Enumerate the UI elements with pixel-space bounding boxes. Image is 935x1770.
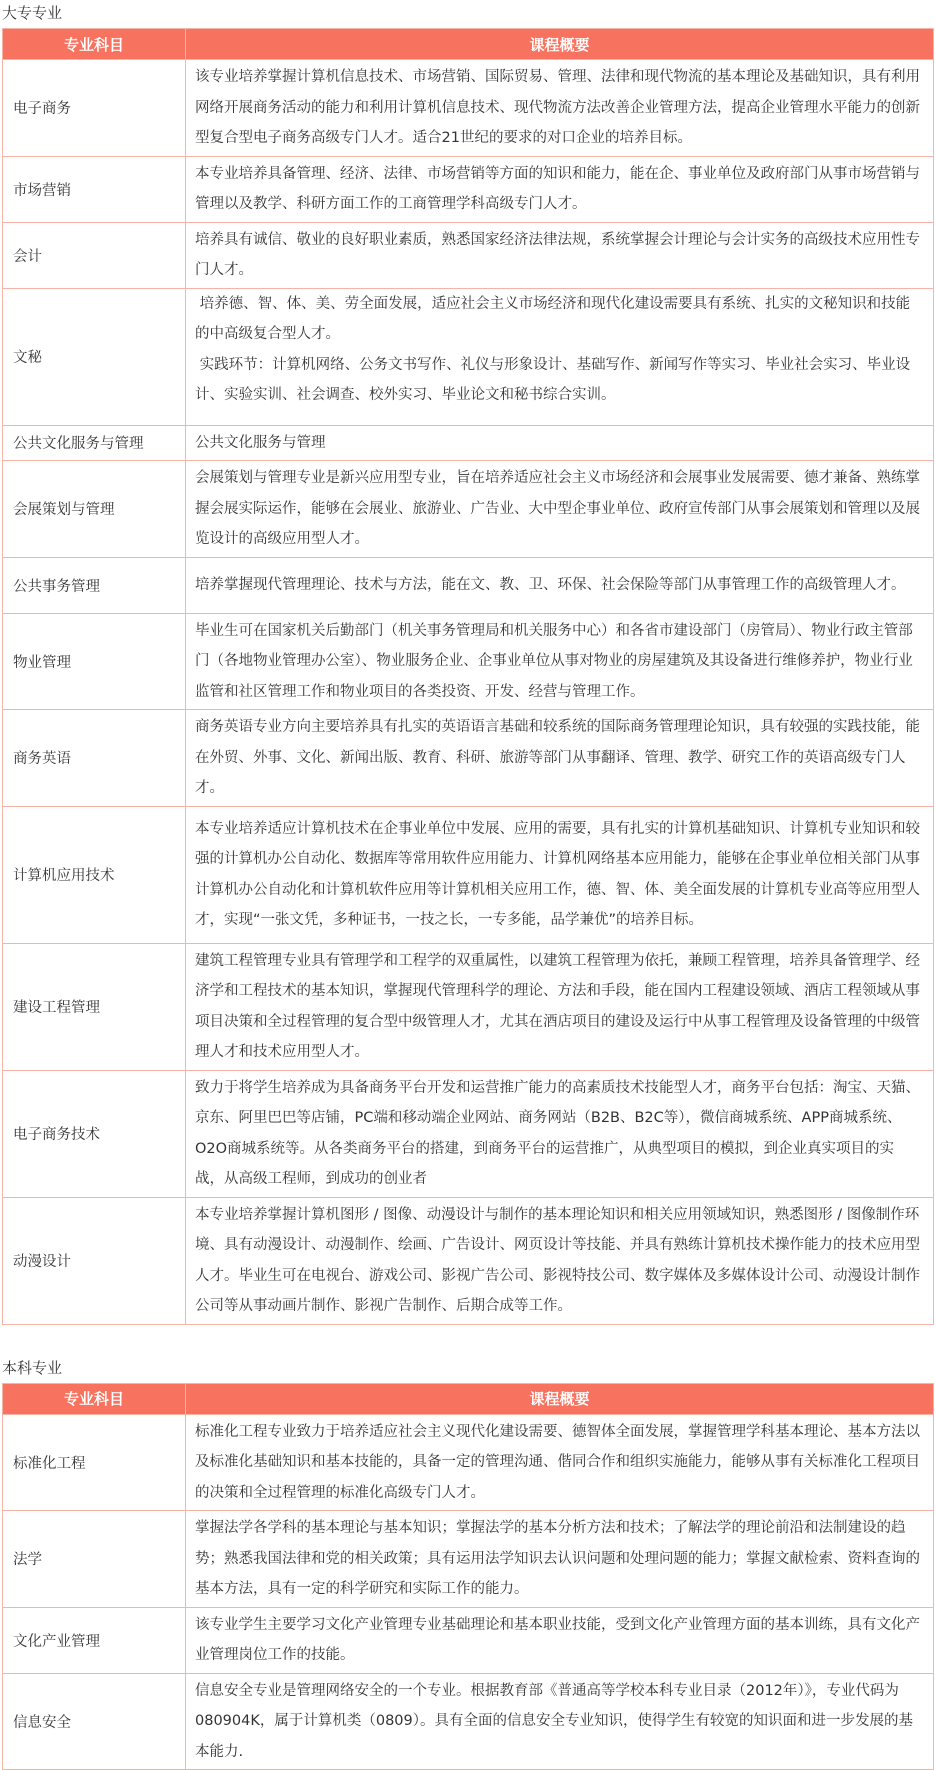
section-undergraduate [0,1357,935,1770]
summary-paragraph: 标准化工程专业致力于培养适应社会主义现代化建设需要、德智体全面发展，掌握管理学科基本理论、基本方法以及标准化基础知识和基本技能的，具备一定的管理沟通、偕同合作和组织实施能力，能够从事有关标准化工程项目的决策和全过程管理的标准化高级专门人才。 [195,1417,921,1509]
table-row [3,1070,934,1197]
major-name-cell: 会计 [3,222,186,288]
table-row [3,557,934,613]
course-summary-cell [186,1673,934,1770]
course-summary-cell [186,1511,934,1608]
major-name-cell: 标准化工程 [3,1414,186,1511]
major-name-cell: 法学 [3,1511,186,1608]
course-summary-cell [186,1197,934,1324]
major-name-cell: 信息安全 [3,1673,186,1770]
course-summary-cell [186,1070,934,1197]
course-summary-cell [186,943,934,1070]
summary-paragraph: 培养德、智、体、美、劳全面发展，适应社会主义市场经济和现代化建设需要具有系统、扎实的文秘知识和技能的中高级复合型人才。 [195,289,921,350]
table-row [3,943,934,1070]
table-row [3,222,934,288]
major-name-cell: 建设工程管理 [3,943,186,1070]
header-major: 专业科目 [3,29,186,60]
table-row [3,425,934,461]
summary-paragraph: 会展策划与管理专业是新兴应用型专业，旨在培养适应社会主义市场经济和会展事业发展需要、德才兼备、熟练掌握会展实际运作，能够在会展业、旅游业、广告业、大中型企事业单位、政府宣传部门从事会展策划和管理以及展览设计的高级应用型人才。 [195,463,921,555]
summary-paragraph: 致力于将学生培养成为具备商务平台开发和运营推广能力的高素质技术技能型人才，商务平台包括：淘宝、天猫、京东、阿里巴巴等店铺，PC端和移动端企业网站、商务网站（B2B、B2C等），微信商城系统、APP商城系统、O2O商城系统等。从各类商务平台的搭建，到商务平台的运营推广，从典型项目的模拟，到企业真实项目的实战，从高级工程师，到成功的创业者 [195,1073,921,1195]
section-title: 本科专业 [0,1357,935,1379]
major-name-cell: 物业管理 [3,613,186,710]
major-name-cell: 文秘 [3,288,186,425]
summary-paragraph: 公共文化服务与管理 [195,428,921,459]
major-name-cell: 公共文化服务与管理 [3,425,186,461]
table-row [3,1607,934,1673]
header-summary: 课程概要 [186,29,934,60]
course-summary-cell [186,222,934,288]
course-summary-cell [186,288,934,425]
major-name-cell: 公共事务管理 [3,557,186,613]
major-name-cell: 会展策划与管理 [3,461,186,558]
table-header-row [3,1383,934,1414]
summary-paragraph: 信息安全专业是管理网络安全的一个专业。根据教育部《普通高等学校本科专业目录（2012年）》，专业代码为080904K，属于计算机类（0809）。具有全面的信息安全专业知识，使得学生有较宽的知识面和进一步发展的基本能力. [195,1676,921,1768]
course-summary-cell [186,1607,934,1673]
table-row [3,1511,934,1608]
summary-paragraph: 商务英语专业方向主要培养具有扎实的英语语言基础和较系统的国际商务管理理论知识，具有较强的实践技能，能在外贸、外事、文化、新闻出版、教育、科研、旅游等部门从事翻译、管理、教学、研究工作的英语高级专门人才。 [195,712,921,804]
section-title: 大专专业 [0,2,935,24]
table-row [3,156,934,222]
table-row [3,710,934,807]
table-row [3,613,934,710]
major-name-cell: 市场营销 [3,156,186,222]
section-junior-college [0,2,935,1325]
course-summary-cell [186,461,934,558]
major-name-cell: 电子商务 [3,60,186,157]
summary-paragraph: 毕业生可在国家机关后勤部门（机关事务管理局和机关服务中心）和各省市建设部门（房管局）、物业行政主管部门（各地物业管理办公室）、物业服务企业、企事业单位从事对物业的房屋建筑及其设备进行维修养护，物业行业监管和社区管理工作和物业项目的各类投资、开发、经营与管理工作。 [195,616,921,708]
table-row [3,1414,934,1511]
header-summary: 课程概要 [186,1383,934,1414]
major-name-cell: 电子商务技术 [3,1070,186,1197]
table-row [3,461,934,558]
course-summary-cell [186,613,934,710]
course-summary-cell [186,156,934,222]
major-name-cell: 商务英语 [3,710,186,807]
summary-paragraph: 本专业培养适应计算机技术在企事业单位中发展、应用的需要，具有扎实的计算机基础知识、计算机专业知识和较强的计算机办公自动化、数据库等常用软件应用能力、计算机网络基本应用能力，能够在企事业单位相关部门从事计算机办公自动化和计算机软件应用等计算机相关应用工作，德、智、体、美全面发展的计算机专业高等应用型人才，实现“一张文凭，多种证书，一技之长，一专多能，品学兼优”的培养目标。 [195,814,921,936]
summary-paragraph: 培养具有诚信、敬业的良好职业素质，熟悉国家经济法律法规，系统掌握会计理论与会计实务的高级技术应用性专门人才。 [195,225,921,286]
major-name-cell: 动漫设计 [3,1197,186,1324]
table-header-row [3,29,934,60]
summary-paragraph: 该专业培养掌握计算机信息技术、市场营销、国际贸易、管理、法律和现代物流的基本理论及基础知识，具有利用网络开展商务活动的能力和利用计算机信息技术、现代物流方法改善企业管理方法，提高企业管理水平能力的创新型复合型电子商务高级专门人才。适合21世纪的要求的对口企业的培养目标。 [195,62,921,154]
summary-paragraph: 掌握法学各学科的基本理论与基本知识；掌握法学的基本分析方法和技术；了解法学的理论前沿和法制建设的趋势；熟悉我国法律和党的相关政策；具有运用法学知识去认识问题和处理问题的能力；掌握文献检索、资料查询的基本方法，具有一定的科学研究和实际工作的能力。 [195,1513,921,1605]
course-summary-cell [186,557,934,613]
course-table-undergraduate [2,1383,934,1770]
summary-paragraph: 培养掌握现代管理理论、技术与方法，能在文、教、卫、环保、社会保险等部门从事管理工作的高级管理人才。 [195,570,921,601]
summary-paragraph: 本专业培养具备管理、经济、法律、市场营销等方面的知识和能力，能在企、事业单位及政府部门从事市场营销与管理以及教学、科研方面工作的工商管理学科高级专门人才。 [195,159,921,220]
major-name-cell: 文化产业管理 [3,1607,186,1673]
summary-paragraph: 该专业学生主要学习文化产业管理专业基础理论和基本职业技能，受到文化产业管理方面的基本训练，具有文化产业管理岗位工作的技能。 [195,1610,921,1671]
summary-paragraph: 实践环节：计算机网络、公务文书写作、礼仪与形象设计、基础写作、新闻写作等实习、毕业社会实习、毕业设计、实验实训、社会调查、校外实习、毕业论文和秘书综合实训。 [195,350,921,411]
table-row [3,1673,934,1770]
table-row [3,1197,934,1324]
course-summary-cell [186,806,934,943]
summary-paragraph: 建筑工程管理专业具有管理学和工程学的双重属性，以建筑工程管理为依托，兼顾工程管理，培养具备管理学、经济学和工程技术的基本知识，掌握现代管理科学的理论、方法和手段，能在国内工程建设领域、酒店工程领域从事项目决策和全过程管理的复合型中级管理人才，尤其在酒店项目的建设及运行中从事工程管理及设备管理的中级管理人才和技术应用型人才。 [195,946,921,1068]
table-row [3,288,934,425]
table-row [3,806,934,943]
course-summary-cell [186,60,934,157]
major-name-cell: 计算机应用技术 [3,806,186,943]
table-row [3,60,934,157]
course-summary-cell [186,425,934,461]
course-summary-cell [186,710,934,807]
summary-paragraph: 本专业培养掌握计算机图形 / 图像、动漫设计与制作的基本理论知识和相关应用领域知识，熟悉图形 / 图像制作环境、具有动漫设计、动漫制作、绘画、广告设计、网页设计等技能、并具有熟练计算机技术操作能力的技术应用型人才。毕业生可在电视台、游戏公司、影视广告公司、影视特技公司、数字媒体及多媒体设计公司、动漫设计制作公司等从事动画片制作、影视广告制作、后期合成等工作。 [195,1200,921,1322]
header-major: 专业科目 [3,1383,186,1414]
course-table-junior [2,28,934,1325]
course-summary-cell [186,1414,934,1511]
